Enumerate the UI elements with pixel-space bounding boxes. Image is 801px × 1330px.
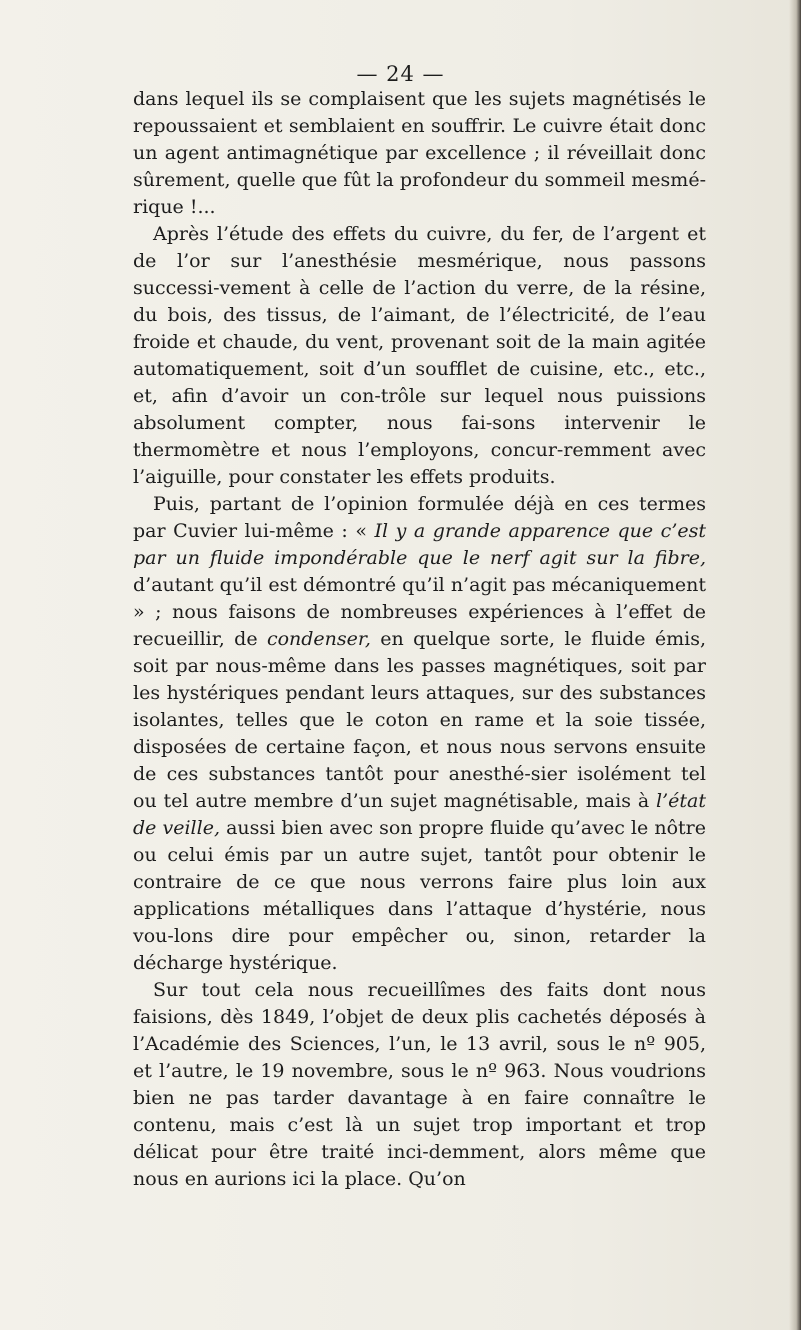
text-segment: en quelque sorte, le fluide émis, soit par nous-même dans les passes magnétiques, soit par les hystériques pendant leurs attaques, sur des substances isolantes, telles que le coton en rame et la soie tissée, disposées de certaine façon, et nous nous servons ensuite de ces substances tantôt pour anesthé-sier isolément tel ou tel autre membre d’un sujet magnétisable, mais à xyxy=(133,628,706,812)
text-segment: dans lequel ils se complaisent que les sujets magnétisés le repoussaient et semblaient en souffrir. Le cuivre était donc un agent antimagnétique par excellence ; il réveillait donc sûrement, quelle que fût la profondeur du sommeil mesmé-rique !... xyxy=(133,88,706,218)
italic-quote: Il y a grande apparence que c’est par un fluide impondérable que le nerf agit sur la fibre, xyxy=(133,520,706,569)
page-edge-shadow xyxy=(789,0,801,1330)
paragraph-1 xyxy=(133,86,706,221)
paragraph-2 xyxy=(133,221,706,491)
paragraph-3 xyxy=(133,491,706,977)
page-number: — 24 — xyxy=(356,62,445,86)
text-segment: Sur tout cela nous recueillîmes des faits dont nous faisions, dès 1849, l’objet de deux plis cachetés déposés à l’Académie des Sciences, l’un, le 13 avril, sous le nº 905, et l’autre, le 19 novembre, sous le nº 963. Nous voudrions bien ne pas tarder davantage à en faire connaître le contenu, mais c’est là un sujet trop important et trop délicat pour être traité inci-demment, alors même que nous en aurions ici la place. Qu’on xyxy=(133,979,706,1190)
text-segment: Après l’étude des effets du cuivre, du fer, de l’argent et de l’or sur l’anesthésie mesmérique, nous passons successi-vement à celle de l’action du verre, de la résine, du bois, des tissus, de l’aimant, de l’électricité, de l’eau froide et chaude, du vent, provenant soit de la main agitée automatiquement, soit d’un soufflet de cuisine, etc., etc., et, afin d’avoir un con-trôle sur lequel nous puissions absolument compter, nous fai-sons intervenir le thermomètre et nous l’employons, concur-remment avec l’aiguille, pour constater les effets produits. xyxy=(133,223,706,488)
italic-word: condenser, xyxy=(266,628,371,650)
italic-phrase: l’état de veille, xyxy=(133,790,706,839)
body-text xyxy=(133,86,706,1193)
text-segment: d’autant qu’il est démontré qu’il n’agit pas mécaniquement » ; nous faisons de nombreuses expériences à l’effet de recueillir, de xyxy=(133,574,706,650)
paragraph-4 xyxy=(133,977,706,1193)
text-segment: Puis, partant de l’opinion formulée déjà en ces termes par Cuvier lui-même : « xyxy=(133,493,706,542)
text-segment: aussi bien avec son propre fluide qu’avec le nôtre ou celui émis par un autre sujet, tantôt pour obtenir le contraire de ce que nous verrons faire plus loin aux applications métalliques dans l’attaque d’hystérie, nous vou-lons dire pour empêcher ou, sinon, retarder la décharge hystérique. xyxy=(133,817,706,974)
